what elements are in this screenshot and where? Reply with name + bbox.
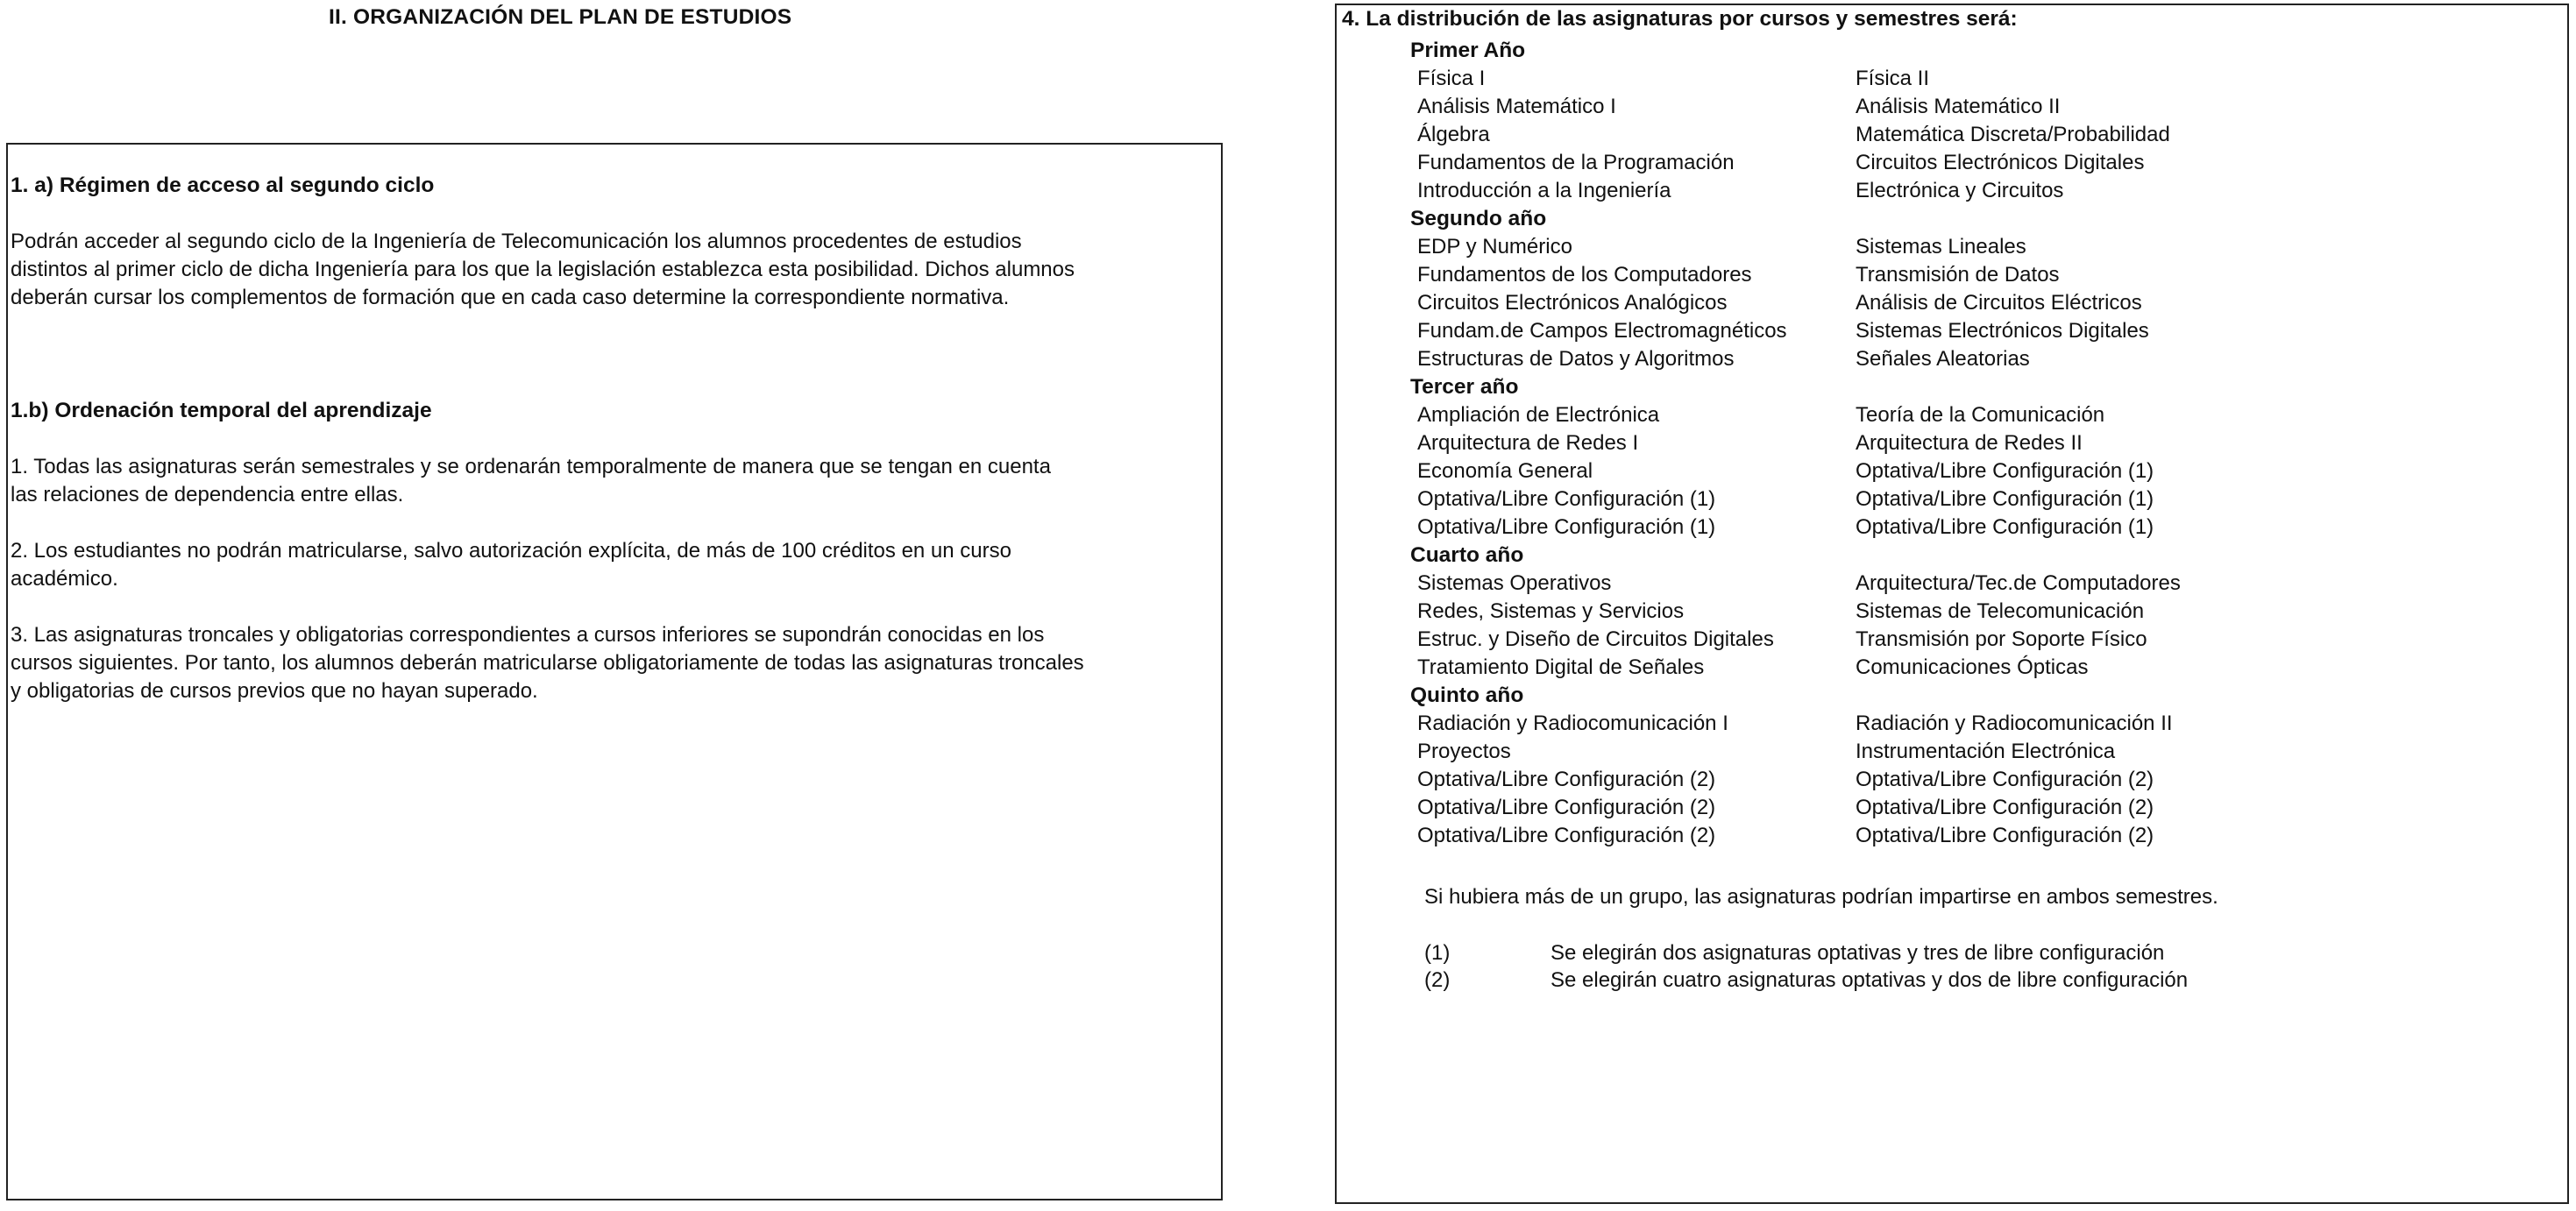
course-first-semester: Estructuras de Datos y Algoritmos bbox=[1417, 347, 1735, 371]
groups-note: Si hubiera más de un grupo, las asignaturas podrían impartirse en ambos semestres. bbox=[1424, 885, 2218, 909]
footnote-text: Se elegirán dos asignaturas optativas y tres de libre configuración bbox=[1551, 941, 2165, 965]
course-row bbox=[1410, 317, 2149, 345]
course-second-semester: Señales Aleatorias bbox=[1856, 347, 2030, 371]
course-second-semester: Instrumentación Electrónica bbox=[1856, 740, 2116, 763]
course-row bbox=[1410, 738, 2116, 766]
text-line: 2. Los estudiantes no podrán matricularse, salvo autorización explícita, de más de 100 créditos en un curso bbox=[11, 539, 1011, 563]
footnote-text: Se elegirán cuatro asignaturas optativas y dos de libre configuración bbox=[1551, 968, 2189, 992]
year-block-3 bbox=[1410, 373, 2154, 542]
course-row bbox=[1410, 177, 2064, 205]
course-first-semester: Optativa/Libre Configuración (2) bbox=[1417, 768, 1716, 791]
text-line: deberán cursar los complementos de formación que en cada caso determine la correspondiente normativa. bbox=[11, 286, 1010, 309]
course-first-semester: Redes, Sistemas y Servicios bbox=[1417, 599, 1685, 623]
year-title: Primer Año bbox=[1410, 39, 1526, 62]
course-row bbox=[1410, 121, 2170, 149]
course-second-semester: Transmisión por Soporte Físico bbox=[1856, 627, 2147, 651]
paragraph-access bbox=[11, 228, 1224, 312]
course-second-semester: Arquitectura de Redes II bbox=[1856, 431, 2083, 455]
text-line: y obligatorias de cursos previos que no hayan superado. bbox=[11, 679, 538, 703]
course-row bbox=[1410, 93, 2061, 121]
course-first-semester: Optativa/Libre Configuración (2) bbox=[1417, 824, 1716, 847]
course-second-semester: Comunicaciones Ópticas bbox=[1856, 655, 2089, 679]
course-row bbox=[1410, 457, 2154, 485]
paragraph-rule-3 bbox=[11, 621, 1224, 705]
course-second-semester: Análisis de Circuitos Eléctricos bbox=[1856, 291, 2142, 315]
course-second-semester: Electrónica y Circuitos bbox=[1856, 179, 2064, 202]
course-second-semester: Análisis Matemático II bbox=[1856, 95, 2061, 118]
course-second-semester: Radiación y Radiocomunicación II bbox=[1856, 712, 2173, 735]
course-second-semester: Física II bbox=[1856, 67, 1930, 90]
course-row bbox=[1410, 822, 2154, 850]
year-block-1 bbox=[1410, 37, 2170, 205]
text-line: académico. bbox=[11, 567, 118, 591]
course-first-semester: Ampliación de Electrónica bbox=[1417, 403, 1660, 427]
text-line: las relaciones de dependencia entre ellas. bbox=[11, 483, 404, 506]
course-first-semester: Radiación y Radiocomunicación I bbox=[1417, 712, 1728, 735]
course-first-semester: Optativa/Libre Configuración (2) bbox=[1417, 796, 1716, 819]
course-first-semester: Fundamentos de los Computadores bbox=[1417, 263, 1752, 287]
course-row bbox=[1410, 289, 2142, 317]
course-second-semester: Optativa/Libre Configuración (2) bbox=[1856, 796, 2154, 819]
course-first-semester: Introducción a la Ingeniería bbox=[1417, 179, 1671, 202]
year-block-4 bbox=[1410, 542, 2181, 682]
course-first-semester: Fundam.de Campos Electromagnéticos bbox=[1417, 319, 1787, 343]
course-row bbox=[1410, 485, 2154, 513]
course-first-semester: Optativa/Libre Configuración (1) bbox=[1417, 515, 1716, 539]
course-second-semester: Sistemas de Telecomunicación bbox=[1856, 599, 2145, 623]
course-row bbox=[1410, 65, 1930, 93]
year-block-2 bbox=[1410, 205, 2149, 373]
course-first-semester: Proyectos bbox=[1417, 740, 1511, 763]
course-second-semester: Optativa/Libre Configuración (2) bbox=[1856, 824, 2154, 847]
text-line: distintos al primer ciclo de dicha Ingeniería para los que la legislación establezca esta posibilidad. Dichos alumnos bbox=[11, 258, 1075, 281]
right-content-box bbox=[1335, 4, 2569, 1204]
left-content-box bbox=[6, 143, 1223, 1200]
year-title: Cuarto año bbox=[1410, 543, 1524, 567]
course-row bbox=[1410, 598, 2145, 626]
year-block-5 bbox=[1410, 682, 2173, 850]
course-row bbox=[1410, 345, 2030, 373]
text-line: Podrán acceder al segundo ciclo de la Ingeniería de Telecomunicación los alumnos procedentes de estudios bbox=[11, 230, 1022, 253]
course-row bbox=[1410, 570, 2181, 598]
course-second-semester: Circuitos Electrónicos Digitales bbox=[1856, 151, 2145, 174]
text-line: 3. Las asignaturas troncales y obligatorias correspondientes a cursos inferiores se supondrán conocidas en los bbox=[11, 623, 1045, 647]
footnote-mark: (1) bbox=[1424, 941, 1451, 965]
course-second-semester: Sistemas Lineales bbox=[1856, 235, 2026, 258]
text-line: 1. Todas las asignaturas serán semestrales y se ordenarán temporalmente de manera que se tengan en cuenta bbox=[11, 455, 1051, 478]
footnote-2 bbox=[1424, 967, 2388, 994]
course-first-semester: Análisis Matemático I bbox=[1417, 95, 1616, 118]
course-second-semester: Transmisión de Datos bbox=[1856, 263, 2060, 287]
course-first-semester: Estruc. y Diseño de Circuitos Digitales bbox=[1417, 627, 1774, 651]
course-row bbox=[1410, 401, 2105, 429]
course-first-semester: Circuitos Electrónicos Analógicos bbox=[1417, 291, 1728, 315]
course-second-semester: Arquitectura/Tec.de Computadores bbox=[1856, 571, 2181, 595]
year-title: Segundo año bbox=[1410, 207, 1547, 230]
course-second-semester: Teoría de la Comunicación bbox=[1856, 403, 2105, 427]
course-second-semester: Optativa/Libre Configuración (2) bbox=[1856, 768, 2154, 791]
year-title: Tercer año bbox=[1410, 375, 1519, 399]
course-row bbox=[1410, 513, 2154, 542]
course-row bbox=[1410, 626, 2147, 654]
course-second-semester: Optativa/Libre Configuración (1) bbox=[1856, 487, 2154, 511]
page-title: II. ORGANIZACIÓN DEL PLAN DE ESTUDIOS bbox=[329, 5, 792, 29]
course-second-semester: Matemática Discreta/Probabilidad bbox=[1856, 123, 2170, 146]
course-row bbox=[1410, 766, 2154, 794]
paragraph-rule-1 bbox=[11, 453, 1224, 509]
course-row bbox=[1410, 710, 2173, 738]
course-row bbox=[1410, 429, 2083, 457]
distribution-heading: 4. La distribución de las asignaturas por cursos y semestres será: bbox=[1342, 7, 2018, 31]
course-row bbox=[1410, 261, 2060, 289]
course-first-semester: Física I bbox=[1417, 67, 1486, 90]
course-first-semester: EDP y Numérico bbox=[1417, 235, 1572, 258]
course-first-semester: Fundamentos de la Programación bbox=[1417, 151, 1735, 174]
course-first-semester: Optativa/Libre Configuración (1) bbox=[1417, 487, 1716, 511]
course-first-semester: Economía General bbox=[1417, 459, 1593, 483]
footnote-1 bbox=[1424, 940, 2388, 967]
year-title: Quinto año bbox=[1410, 683, 1524, 707]
course-row bbox=[1410, 654, 2089, 682]
section-heading-access: 1. a) Régimen de acceso al segundo ciclo bbox=[11, 174, 435, 197]
course-first-semester: Sistemas Operativos bbox=[1417, 571, 1612, 595]
course-row bbox=[1410, 794, 2154, 822]
course-second-semester: Sistemas Electrónicos Digitales bbox=[1856, 319, 2149, 343]
course-row bbox=[1410, 233, 2026, 261]
section-heading-ordering: 1.b) Ordenación temporal del aprendizaje bbox=[11, 399, 432, 422]
course-second-semester: Optativa/Libre Configuración (1) bbox=[1856, 515, 2154, 539]
course-first-semester: Arquitectura de Redes I bbox=[1417, 431, 1639, 455]
paragraph-rule-2 bbox=[11, 537, 1224, 593]
course-first-semester: Álgebra bbox=[1417, 123, 1490, 146]
text-line: cursos siguientes. Por tanto, los alumnos deberán matricularse obligatoriamente de todas las asignaturas troncales bbox=[11, 651, 1084, 675]
course-second-semester: Optativa/Libre Configuración (1) bbox=[1856, 459, 2154, 483]
course-first-semester: Tratamiento Digital de Señales bbox=[1417, 655, 1705, 679]
course-row bbox=[1410, 149, 2145, 177]
footnote-mark: (2) bbox=[1424, 968, 1451, 992]
